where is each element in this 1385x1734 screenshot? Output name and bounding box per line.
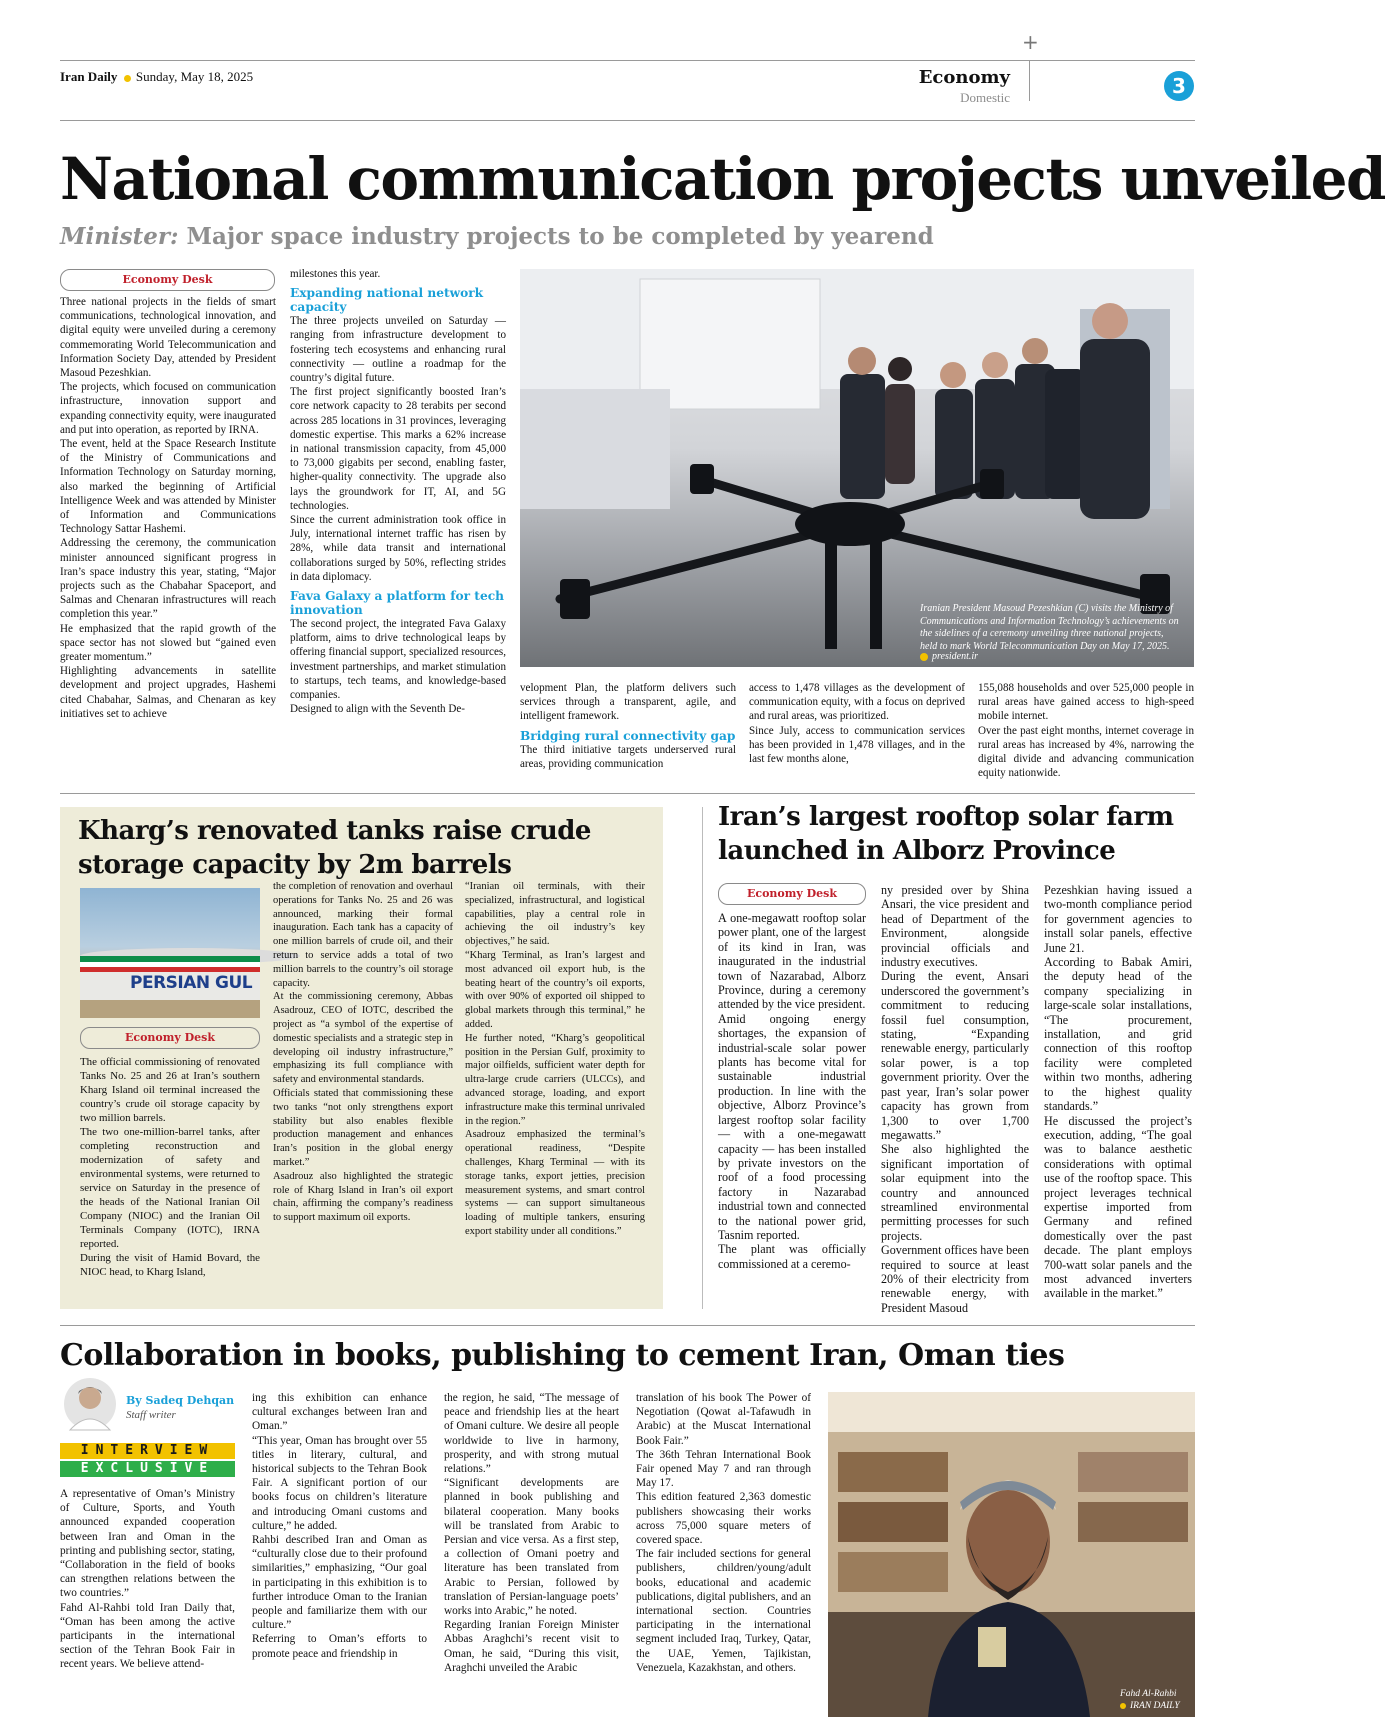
economy-desk-badge: Economy Desk [80,1027,260,1049]
paragraph: He emphasized that the rapid growth of the space sector has not slowed but “gained even greater momentum.” [60,622,276,664]
paragraph: A representative of Oman’s Ministry of Culture, Sports, and Youth announced expanded cooperation between Iran and Oman in the printing and publishing sector, stating, “Collaboration in the field of books can strengthen relations between the two countries.” [60,1488,235,1600]
paragraph: ing this exhibition can enhance cultural exchanges between Iran and Oman.” [252,1392,427,1433]
plus-mark: + [1022,30,1039,54]
bullet-icon [124,75,131,82]
paragraph: Fahd Al-Rahbi told Iran Daily that, “Oman has been among the active participants in the international section of the Tehran Book Fair in recent years. We believe attend- [60,1601,235,1671]
paragraph: At the commissioning ceremony, Abbas Asadrouz, CEO of IOTC, described the project as “a symbol of the expertise of domestic specialists and a strategic step in developing oil industry infrastructure,” emphasizing its full compliance with safety and environmental standards. [273,991,453,1086]
photo-caption: Fahd Al-Rahbi [1120,1689,1177,1699]
photo-credit [1120,1700,1180,1713]
photo-credit [920,651,978,664]
paragraph: Referring to Oman’s efforts to promote peace and friendship in [252,1633,427,1660]
paragraph: The first project significantly boosted Iran’s core network capacity to 28 terabits per second across 285 locations in 31 provinces, leveraging domestic expertise. This marks a 62% increase in national transmission capacity, from 45,000 to 73,000 gigabits per second, enabling faster, higher-quality connectivity. The upgrade also lays the groundwork for IT, AI, and 5G technologies. [290,386,506,512]
paragraph: velopment Plan, the platform delivers such services through a transparent, agile, and intelligent framework. [520,682,736,723]
paragraph: the region, he said, “The message of peace and friendship lies at the heart of Omani culture. We desire all people worldwide to live in harmony, prosperity, and with strong mutual relations.” [444,1392,619,1476]
subheading: Fava Galaxy a platform for tech innovation [290,589,504,617]
paragraph: 155,088 households and over 525,000 people in rural areas have gained access to high-speed mobile internet. [978,682,1194,723]
paragraph: access to 1,478 villages as the development of communication equity, with a focus on deprived and rural areas, was prioritized. [749,682,965,723]
paragraph: Pezeshkian having issued a two-month compliance period for government agencies to install solar panels, effective June 21. [1044,883,1192,955]
author-avatar [64,1378,116,1430]
paragraph: This edition featured 2,363 domestic publishers showcasing their works across 75,000 square meters of covered space. [636,1491,811,1547]
subhead-label: Minister: [60,223,179,250]
paragraph: Three national projects in the fields of smart communications, technological innovation, and digital equity were unveiled during a ceremony commemorating World Telecommunication and Information Society Day, attended by President Masoud Pezeshkian. [60,296,276,380]
paragraph: Since July, access to communication services has been provided in 1,478 villages, and in the last few months alone, [749,724,965,766]
paragraph: “Iranian oil terminals, with their specialized, infrastructural, and logistical capabilities, play a central role in achieving the oil industry’s key objectives,” he said. [465,881,645,948]
paper-name: Iran Daily [60,69,118,84]
credit-dot-icon [1120,1703,1126,1709]
interview-banner: INTERVIEW [60,1443,235,1459]
economy-desk-badge: Economy Desk [60,269,275,291]
story3-col3 [1044,883,1192,1301]
paragraph: milestones this year. [290,268,381,280]
story1-headline: National communication projects unveiled [60,145,1385,213]
paragraph: Since the current administration took office in July, international internet traffic has risen by 28%, while data transit and international collaborations surged by 50%, reflecting strides in data diplomacy. [290,514,506,583]
paragraph: He discussed the project’s execution, adding, “The goal was to balance aesthetic considerations with optimal use of the rooftop space. This project leverages technical expertise imported from Germany and refined domestically over the past decade. The plant employs 700-watt solar panels and the most advanced inverters available in the market.” [1044,1113,1192,1301]
story4-col3 [444,1391,619,1675]
paragraph: Officials stated that commissioning these two tanks “not only strengthens export stability but also enables flexible production management and enhances Iran’s position in the global energy market.” [273,1087,453,1168]
paragraph: According to Babak Amiri, the deputy head of the company specializing in large-scale solar installations, “The procurement, installation, and grid connection of this rooftop facility were completed within two months, adhering to the highest quality standards.” [1044,955,1192,1114]
story3-headline: Iran’s largest rooftop solar farm launched in Alborz Province [718,802,1174,866]
story2-col2 [273,880,453,1225]
paragraph: Rahbi described Iran and Oman as “culturally close due to their profound similarities,” emphasizing, “Our goal in participating in this exhibition is to further introduce Oman to the Iranian people and familiarize them with our culture.” [252,1534,427,1632]
photo-credit-text: IRAN DAILY [1130,1701,1180,1711]
paragraph: The second project, the integrated Fava Galaxy platform, aims to drive technological leaps by offering financial support, specialized resources, investment partnerships, and market stimulation to startups, tech teams, and knowledge-based companies. [290,618,506,702]
story3-col2 [881,883,1029,1315]
paragraph: Designed to align with the Seventh De- [290,703,465,716]
subhead-text: Major space industry projects to be completed by yearend [186,223,934,250]
byline-role: Staff writer [126,1409,176,1421]
subsection-title: Domestic [960,90,1010,105]
paragraph: translation of his book The Power of Negotiation (Qowat al-Tafawudh in Arabic) at the Muscat International Book Fair.” [636,1392,811,1447]
paragraph: “This year, Oman has brought over 55 titles in literary, cultural, and historical subjects to the Tehran Book Fair. A significant portion of our books focus on children’s literature and introducing Omani customs and culture,” he added. [252,1434,427,1532]
story1-subhead [60,223,934,250]
subheading: Expanding national network capacity [290,286,484,314]
paragraph: He further noted, “Kharg’s geopolitical position in the Persian Gulf, proximity to major oilfields, sufficient water depth for ultra-large crude carriers (ULCCs), and advanced storage, loading, and export infrastructure make this terminal unrivaled in the region.” [465,1032,645,1127]
economy-desk-badge: Economy Desk [718,883,866,905]
paragraph: Regarding Iranian Foreign Minister Abbas Araghchi’s recent visit to Oman, he said, “During this visit, Araghchi unveiled the Arabic [444,1619,619,1674]
story1-col3 [520,681,736,772]
paragraph: The event, held at the Space Research Institute of the Ministry of Communications and Information Technology on Saturday morning, also marked the beginning of Artificial Intelligence Week and was attended by Minister of Information and Communications Technology Sattar Hashemi. [60,438,276,536]
paragraph: The plant was officially commissioned at a ceremo- [718,1242,866,1271]
story3-col1 [718,911,866,1271]
story2-headline: Kharg’s renovated tanks raise crude storage capacity by 2m barrels [78,816,591,880]
story4-col4 [636,1391,811,1675]
story4-col2 [252,1391,427,1661]
paragraph: ny presided over by Shina Ansari, the vice president and head of Department of the Environment, alongside provincial officials and industry executives. [881,883,1029,970]
story4-col1 [60,1487,235,1672]
section-title: Economy [918,67,1010,88]
paragraph: “Kharg Terminal, as Iran’s largest and most advanced oil export hub, is the beating heart of the country’s oil exports, with over 90% of exported oil shipped to global markets through this terminal,” he added. [465,949,645,1030]
paragraph: During the event, Ansari underscored the government’s commitment to reducing fossil fuel consumption, stating, “Expanding renewable energy, particularly solar power, is a top government priority. Over the past year, Iran’s solar power capacity has grown from 1,300 to over 1,700 megawatts.” [881,969,1029,1142]
masthead-line [60,69,253,85]
paragraph: During the visit of Hamid Bovard, the NIOC head, to Kharg Island, [80,1252,260,1278]
story2-col3 [465,880,645,1239]
story1-col1 [60,295,276,721]
photo-credit-text: president.ir [932,651,979,662]
paragraph: The 36th Tehran International Book Fair opened May 7 and ran through May 17. [636,1448,811,1490]
fahd-al-rahbi-photo [828,1392,1195,1717]
byline: By Sadeq Dehqan [126,1394,235,1407]
kharg-tank-photo [80,888,260,1018]
credit-dot-icon [920,653,928,661]
paragraph: The third initiative targets underserved rural areas, providing communication [520,744,736,771]
page-number: 3 [1164,71,1194,101]
tank-label: PERSIAN GUL [130,973,253,993]
issue-date: Sunday, May 18, 2025 [135,69,254,84]
paragraph: Addressing the ceremony, the communication minister announced significant progress in Iran’s space industry this year, stating, “Major projects such as the Chabahar Spaceport, and Salmas and Chenaran infrastructures will reach completion this year.” [60,537,276,621]
story4-headline: Collaboration in books, publishing to cement Iran, Oman ties [60,1338,1065,1373]
paragraph: “Significant developments are planned in book publishing and bilateral cooperation. Many books will be translated from Arabic to Persian and vice versa. As a first step, a collection of Omani poetry and literature has been translated from Arabic to Persian, followed by translation of Persian-language poets’ works into Arabic,” he noted. [444,1477,619,1618]
story1-col4 [749,681,965,766]
paragraph: Asadrouz also highlighted the strategic role of Kharg Island in Iran’s oil export chain, affirming the company’s readiness to support maximum oil exports. [273,1170,453,1224]
paragraph: Amid ongoing energy shortages, the expansion of industrial-scale solar power plants has become vital for sustainable industrial production. In line with the objective, Alborz Province’s largest rooftop solar facility — with a one-megawatt capacity — has been installed by private investors on the roof of a food processing factory in Nazarabad industrial town and connected to the national power grid, Tasnim reported. [718,1011,866,1242]
paragraph: The projects, which focused on communication infrastructure, innovation support and expanding connectivity equity, were inaugurated and put into operation, as reported by IRNA. [60,381,276,436]
paragraph: The fair included sections for general publishers, children/young/adult books, educational and academic publications, digital publishers, and an international section. Countries participating in the international segment included Iraq, Turkey, Qatar, the UAE, Yemen, Tajikistan, Venezuela, Kazakhstan, and others. [636,1548,811,1674]
exclusive-banner: EXCLUSIVE [60,1461,235,1477]
story1-col2 [290,267,506,716]
paragraph: She also highlighted the significant importation of solar equipment into the country and announced streamlined environmental permitting processes for such projects. [881,1142,1029,1243]
paragraph: The official commissioning of renovated Tanks No. 25 and 26 at Iran’s southern Kharg Island oil terminal increased the country’s crude oil storage capacity by two million barrels. [80,1056,260,1124]
paragraph: The two one-million-barrel tanks, after completing reconstruction and modernization of safety and environmental systems, were returned to service on Saturday in the presence of the heads of the National Iranian Oil Company (NIOC) and the Iranian Oil Terminals Company (IOTC), IRNA reported. [80,1126,260,1250]
story1-col5 [978,681,1194,780]
paragraph: the completion of renovation and overhaul operations for Tanks No. 25 and 26 was announced, marking their formal inauguration. Each tank has a capacity of one million barrels of crude oil, and their return to service adds a total of two million barrels to the country’s oil storage capacity. [273,881,453,989]
paragraph: A one-megawatt rooftop solar power plant, one of the largest of its kind in Iran, was inaugurated in the industrial town of Nazarabad, Alborz Province, during a ceremony attended by the vice president. [718,911,866,1012]
paragraph: Government offices have been required to source at least 20% of their electricity from renewable energy, with President Masoud [881,1243,1029,1315]
paragraph: Over the past eight months, internet coverage in rural areas has increased by 4%, narrowing the digital divide and advancing communication equity nationwide. [978,724,1194,780]
story2-col1 [80,1055,260,1279]
photo-caption: Iranian President Masoud Pezeshkian (C) visits the Ministry of Communications and Information Technology’s achievements on the sidelines of a ceremony unveiling three national projects, held to mark World Telecommunication Day on May 17, 2025. [920,603,1179,652]
paragraph: The three projects unveiled on Saturday — ranging from infrastructure development to fostering tech ecosystems and enhancing rural connectivity — outline a roadmap for the country’s digital future. [290,315,506,385]
subheading: Bridging rural connectivity gap [520,728,736,743]
paragraph: Highlighting advancements in satellite development and project upgrades, Hashemi cited Chabahar, Salmas, and Chenaran as key initiatives set to achieve [60,665,276,720]
paragraph: Asadrouz emphasized the terminal’s operational readiness, “Despite challenges, Kharg Terminal — with its storage tanks, export jetties, precision measurement systems, and smart control systems — can support simultaneous loading of multiple tankers, ensuring export stability under all conditions.” [465,1129,645,1237]
ministry-visit-photo [520,269,1194,667]
